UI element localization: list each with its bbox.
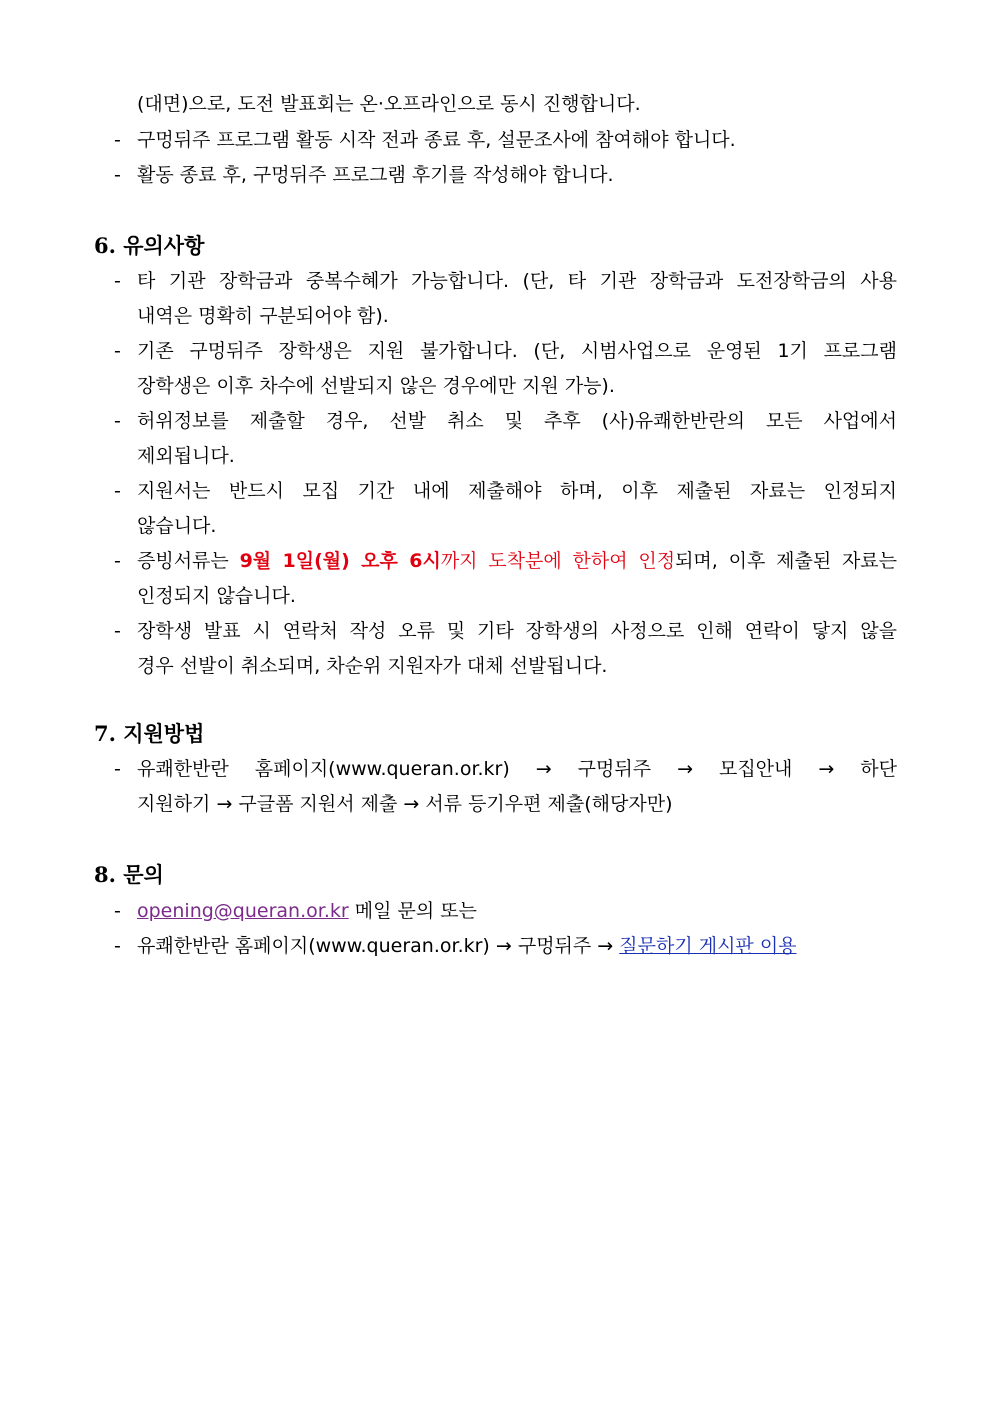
section6-item6-line1: 장학생 발표 시 연락처 작성 오류 및 기타 장학생의 사정으로 인해 연락이 닿지 않을 — [137, 620, 897, 642]
bullet-dash: - — [114, 900, 121, 922]
bullet-dash: - — [114, 340, 121, 362]
section6-heading: 6. 유의사항 — [94, 233, 205, 258]
qna-board-link[interactable]: 질문하기 게시판 이용 — [619, 935, 797, 957]
bullet-dash: - — [114, 410, 121, 432]
item5-suffix: 되며, 이후 제출된 자료는 — [675, 550, 898, 572]
bullet-dash: - — [114, 620, 121, 642]
section6-item4-line1: 지원서는 반드시 모집 기간 내에 제출해야 하며, 이후 제출된 자료는 인정되지 — [137, 480, 897, 502]
section6-item5-line2: 인정되지 않습니다. — [137, 585, 296, 607]
section5-continuation-line: (대면)으로, 도전 발표회는 온·오프라인으로 동시 진행합니다. — [137, 93, 641, 115]
deadline-emphasis: 9월 1일(월) 오후 6시 — [239, 550, 441, 572]
item5-prefix: 증빙서류는 — [137, 550, 240, 572]
section5-bullet-review: 활동 종료 후, 구멍뒤주 프로그램 후기를 작성해야 합니다. — [137, 164, 614, 186]
email-suffix: 메일 문의 또는 — [348, 900, 477, 922]
deadline-condition: 까지 도착분에 한하여 인정 — [440, 550, 676, 572]
section7-heading: 7. 지원방법 — [94, 721, 205, 746]
bullet-dash: - — [114, 270, 121, 292]
bullet-dash: - — [114, 550, 121, 572]
section6-item3-line1: 허위정보를 제출할 경우, 선발 취소 및 추후 (사)유쾌한반란의 모든 사업에서 — [137, 410, 897, 432]
section6-item4-line2: 않습니다. — [137, 515, 217, 537]
section6-item2-line1: 기존 구멍뒤주 장학생은 지원 불가합니다. (단, 시범사업으로 운영된 1기 프로그램 — [137, 340, 897, 362]
homepage-path: 유쾌한반란 홈페이지(www.queran.or.kr) → 구멍뒤주 → — [137, 935, 620, 957]
bullet-dash: - — [114, 935, 121, 957]
section5-bullet-survey: 구멍뒤주 프로그램 활동 시작 전과 종료 후, 설문조사에 참여해야 합니다. — [137, 129, 736, 151]
section6-item1-line1: 타 기관 장학금과 중복수혜가 가능합니다. (단, 타 기관 장학금과 도전장학금의 사용 — [137, 270, 897, 292]
section8-email-line — [137, 897, 477, 925]
section6-item1-line2: 내역은 명확히 구분되어야 함). — [137, 305, 389, 327]
bullet-dash: - — [114, 129, 121, 151]
section6-item5-line1 — [137, 547, 897, 575]
section7-apply-path-line2: 지원하기 → 구글폼 지원서 제출 → 서류 등기우편 제출(해당자만) — [137, 793, 673, 815]
bullet-dash: - — [114, 480, 121, 502]
section6-item2-line2: 장학생은 이후 차수에 선발되지 않은 경우에만 지원 가능). — [137, 375, 615, 397]
section8-heading: 8. 문의 — [94, 862, 164, 887]
bullet-dash: - — [114, 164, 121, 186]
section8-homepage-line — [137, 932, 797, 960]
section7-apply-path-line1: 유쾌한반란 홈페이지(www.queran.or.kr) → 구멍뒤주 → 모집안내 → 하단 — [137, 758, 897, 780]
section6-item6-line2: 경우 선발이 취소되며, 차순위 지원자가 대체 선발됩니다. — [137, 655, 608, 677]
bullet-dash: - — [114, 758, 121, 780]
contact-email-link[interactable]: opening@queran.or.kr — [137, 900, 349, 922]
section6-item3-line2: 제외됩니다. — [137, 445, 235, 467]
